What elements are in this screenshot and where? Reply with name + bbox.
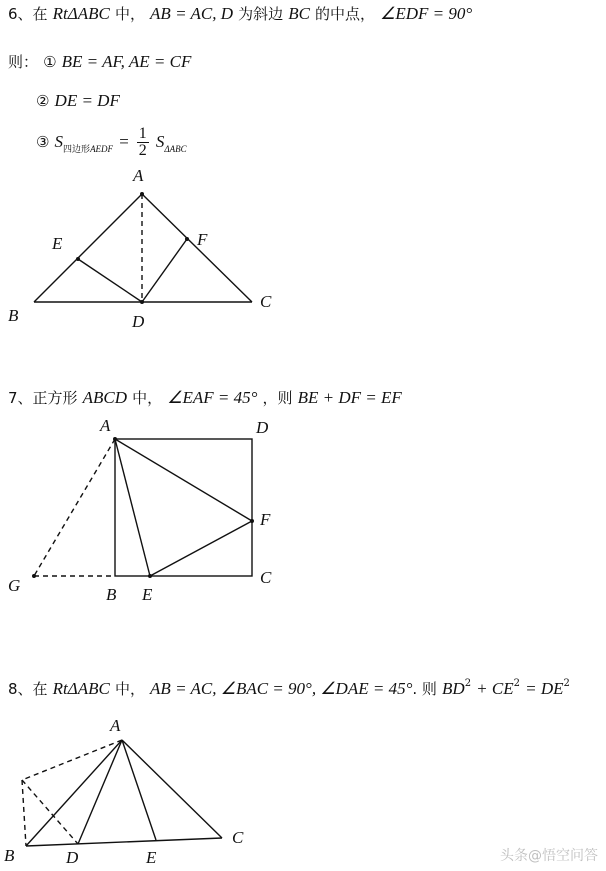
label-a: A xyxy=(100,416,111,435)
label-a: A xyxy=(110,716,121,735)
problem7-statement: 7、正方形 ABCD 中， ∠EAF = 45° ，则 BE + DF = EF xyxy=(8,388,402,407)
label-e: E xyxy=(146,848,157,867)
label-f: F xyxy=(260,510,271,529)
label-e: E xyxy=(52,234,63,253)
problem6-statement: 6、在 RtΔABC 中， AB = AC, D 为斜边 BC 的中点， ∠EDF = 90° xyxy=(8,4,473,23)
label-g: G xyxy=(8,576,21,595)
dashed-3 xyxy=(22,780,78,844)
label-c: C xyxy=(260,292,272,311)
problem6-conclusion-1: 则： ① BE = AF, AE = CF xyxy=(8,52,192,71)
segment-ae xyxy=(122,740,156,840)
label-a: A xyxy=(133,166,144,185)
problem8-statement: 8、在 RtΔABC 中， AB = AC, ∠BAC = 90°, ∠DAE = 45°. 则 $BD^2 + CE^2 = DE^2$ xyxy=(8,678,570,698)
label-b: B xyxy=(8,306,19,325)
label-d: D xyxy=(132,312,145,331)
label-b: B xyxy=(106,585,117,604)
label-f: F xyxy=(197,230,208,249)
label-c: C xyxy=(232,828,244,847)
problem6-conclusion-3: ③ $S_{四边形AEDF}$ = $\frac{1}{2}$ $S_{\Delta ABC}$ xyxy=(36,125,187,159)
side-bc xyxy=(26,838,222,846)
label-c: C xyxy=(260,568,272,587)
label-e: E xyxy=(142,585,153,604)
problem6-conclusion-2: ② DE = DF xyxy=(36,91,120,110)
side-ab xyxy=(26,740,122,846)
fraction-one-half: $\frac{1}{2}$ xyxy=(138,125,147,159)
watermark: 头条@悟空问答 xyxy=(500,848,598,864)
label-d: D xyxy=(256,418,269,437)
label-d: D xyxy=(66,848,79,867)
dashed-2 xyxy=(22,780,26,846)
label-b: B xyxy=(4,846,15,865)
side-ac xyxy=(122,740,222,838)
